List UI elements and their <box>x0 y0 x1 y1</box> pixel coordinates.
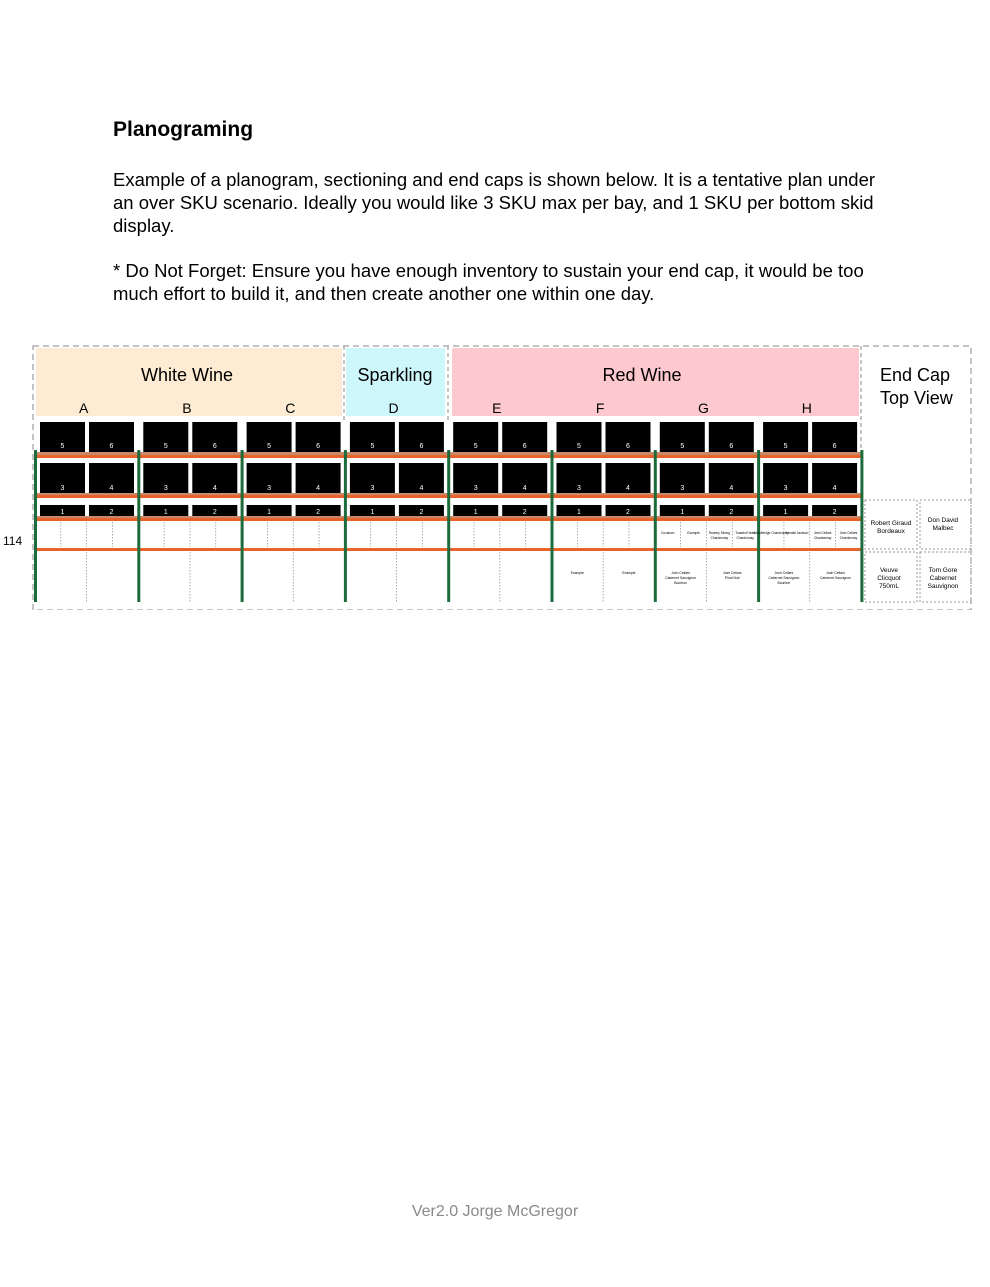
slot-number: 4 <box>626 485 630 492</box>
slot-number: 5 <box>267 443 272 450</box>
slot-number: 2 <box>626 509 630 516</box>
slot-number: 6 <box>832 443 837 450</box>
end-cap-title-line2: Top View <box>880 388 953 408</box>
slot-number: 5 <box>783 443 788 450</box>
lower-shelf-label: Josh Cellars <box>813 531 832 535</box>
end-cap-label: Cabernet <box>929 575 957 582</box>
slot-number: 6 <box>522 443 527 450</box>
slot-number: 3 <box>163 485 168 492</box>
slot-number: 1 <box>577 509 581 516</box>
skid-label: Josh Cellars <box>671 571 690 575</box>
slot-number: 2 <box>832 509 837 516</box>
slot-number: 6 <box>316 443 321 450</box>
intro-paragraph: Example of a planogram, sectioning and end caps is shown below. It is a tentative plan under an over SKU scenario. Ideally you would like 3 SKU max per bay, and 1 SKU per bottom skid display. <box>113 169 876 236</box>
end-cap-label: Don David <box>927 517 959 524</box>
slot-number: 3 <box>680 485 685 492</box>
end-cap-label: Veuve <box>879 567 899 574</box>
slot-number: 2 <box>419 509 424 516</box>
page-title: Planograming <box>113 118 254 141</box>
version-footer: Ver2.0 Jorge McGregor <box>411 1203 579 1220</box>
bay-label-g: G <box>698 400 709 416</box>
category-white-wine: White Wine <box>140 365 234 385</box>
bay-label-d: D <box>388 400 399 416</box>
skid-label: Example <box>570 571 584 575</box>
lower-shelf-label: Woodbridge Chardonnay <box>753 531 789 535</box>
rack-post <box>447 450 450 602</box>
lower-shelf-label: Chardonnay <box>710 536 729 540</box>
bay-label-f: F <box>595 400 605 416</box>
slot-number: 1 <box>267 509 272 516</box>
slot-number: 5 <box>473 443 478 450</box>
bay-label-a: A <box>78 400 89 416</box>
skid-label: Cabernet Sauvignon <box>768 576 800 580</box>
rack-post <box>757 450 760 602</box>
slot-number: 2 <box>522 509 527 516</box>
skid-label: Bourbon <box>777 581 791 585</box>
end-cap-label: Tom Gore <box>928 567 958 574</box>
bay-label-c: C <box>285 400 296 416</box>
skid-label: Pinot Noir <box>724 576 740 580</box>
lower-shelf-label: Rodney Strong <box>708 531 730 535</box>
end-cap-title-line1: End Cap <box>880 365 951 385</box>
bay-label-b: B <box>182 400 192 416</box>
slot-number: 4 <box>212 485 217 492</box>
slot-number: 5 <box>370 443 375 450</box>
bay-label-e: E <box>492 400 502 416</box>
slot-number: 1 <box>60 509 65 516</box>
bay-label-h: H <box>801 400 812 416</box>
end-cap-label: Sauvignon <box>927 583 959 590</box>
slot-number: 3 <box>577 485 581 492</box>
bays-layer <box>34 400 863 602</box>
category-red-wine: Red Wine <box>602 365 682 385</box>
slot-number: 2 <box>109 509 114 516</box>
lower-shelf-label: Chardonnay <box>813 536 832 540</box>
lower-shelf-label: Cuvaison <box>661 531 675 535</box>
slot-number: 1 <box>163 509 168 516</box>
end-cap-label: Robert Giraud <box>870 520 912 527</box>
rack-post <box>34 450 37 602</box>
rack-post <box>344 450 347 602</box>
lower-shelf-label: Kendall Jackson <box>785 531 809 535</box>
row-height-label: 114 <box>3 534 23 548</box>
skid-label: Josh Cellars <box>722 571 742 575</box>
slot-number: 5 <box>577 443 581 450</box>
slot-number: 1 <box>783 509 788 516</box>
skid-label: Cabernet Sauvignon <box>820 576 852 580</box>
slot-number: 3 <box>370 485 375 492</box>
slot-number: 6 <box>419 443 424 450</box>
slot-number: 3 <box>60 485 65 492</box>
slot-number: 4 <box>419 485 424 492</box>
slot-number: 3 <box>473 485 478 492</box>
reminder-paragraph: * Do Not Forget: Ensure you have enough inventory to sustain your end cap, it would be too much effort to build it, and then create another one within one day. <box>113 260 864 304</box>
category-sparkling: Sparkling <box>357 365 433 385</box>
slot-number: 6 <box>109 443 114 450</box>
rack-post <box>551 450 554 602</box>
slot-number: 4 <box>522 485 527 492</box>
slot-number: 1 <box>370 509 375 516</box>
skid-label: Cabernet Sauvignon <box>665 576 697 580</box>
lower-shelf-label: Example <box>687 531 700 535</box>
slot-number: 2 <box>729 509 734 516</box>
slot-number: 4 <box>729 485 734 492</box>
slot-number: 3 <box>783 485 788 492</box>
slot-number: 5 <box>680 443 685 450</box>
end-cap-label: 750mL <box>879 583 899 590</box>
lower-shelf-label: Chardonnay <box>839 536 858 540</box>
slot-number: 6 <box>212 443 217 450</box>
slot-number: 2 <box>316 509 321 516</box>
rack-post <box>137 450 140 602</box>
lower-shelf-label: Toasted Head <box>735 531 756 535</box>
slot-number: 6 <box>729 443 734 450</box>
end-cap-top-view <box>865 500 971 602</box>
slot-number: 2 <box>212 509 217 516</box>
slot-number: 4 <box>832 485 837 492</box>
planogram-diagram <box>0 340 990 610</box>
slot-number: 5 <box>163 443 168 450</box>
slot-number: 6 <box>626 443 630 450</box>
slot-number: 1 <box>473 509 478 516</box>
slot-number: 4 <box>316 485 321 492</box>
end-cap-label: Malbec <box>932 525 954 532</box>
rack-post <box>241 450 244 602</box>
slot-number: 3 <box>267 485 272 492</box>
lower-shelf-label: Chardonnay <box>736 536 754 540</box>
slot-number: 4 <box>109 485 114 492</box>
slot-number: 5 <box>60 443 65 450</box>
rack-post <box>654 450 657 602</box>
skid-label: Bourbon <box>674 581 688 585</box>
end-cap-label: Clicquot <box>877 575 901 582</box>
slot-number: 1 <box>680 509 685 516</box>
skid-label: Josh Cellars <box>774 571 794 575</box>
lower-shelf-label: Josh Cellars <box>839 531 858 535</box>
skid-label: Josh Cellars <box>826 571 845 575</box>
rack-post <box>860 450 863 602</box>
skid-label: Example <box>622 571 636 575</box>
end-cap-label: Bordeaux <box>877 528 905 535</box>
